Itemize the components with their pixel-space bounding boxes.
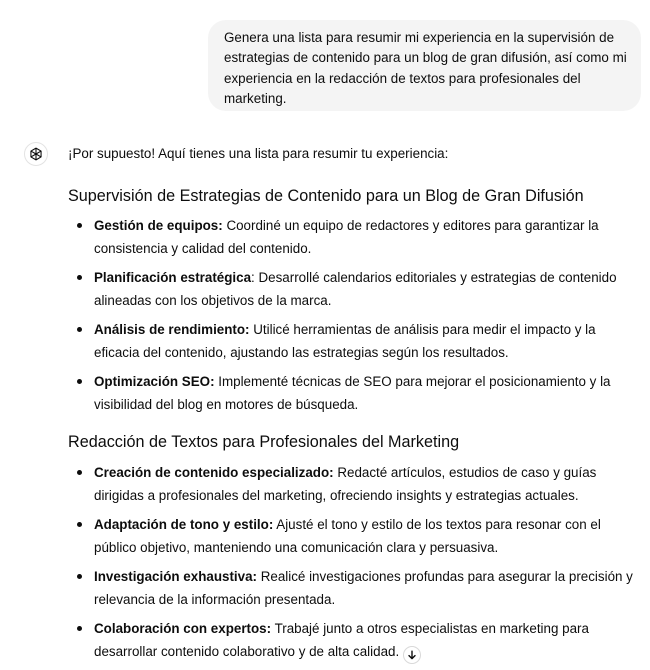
item-text: Trabajé junto a otros especialistas en marketing para desarrollar contenido colaborativo y de alta calidad. — [94, 621, 589, 659]
list-item — [68, 565, 643, 611]
item-lead: Análisis de rendimiento: — [94, 322, 250, 337]
writing-list — [68, 461, 643, 670]
reply-intro: ¡Por supuesto! Aquí tienes una lista para resumir tu experiencia: — [68, 146, 449, 161]
item-lead: Planificación estratégica — [94, 270, 252, 285]
list-item — [68, 266, 643, 312]
section-heading-writing: Redacción de Textos para Profesionales del Marketing — [68, 433, 460, 451]
user-message-text: Genera una lista para resumir mi experiencia en la supervisión de estrategias de contenido para un blog de gran difusión, así como mi experiencia en la redacción de textos para profesionales del marketing. — [224, 30, 627, 107]
item-lead: Adaptación de tono y estilo: — [94, 517, 274, 532]
openai-logo-icon — [24, 142, 48, 166]
list-item — [68, 513, 643, 559]
list-item — [68, 318, 643, 364]
list-item — [68, 617, 643, 664]
item-text: Coordiné un equipo de redactores y editores para garantizar la consistencia y calidad del contenido. — [94, 218, 599, 256]
section-heading-supervision: Supervisión de Estrategias de Contenido para un Blog de Gran Difusión — [68, 187, 584, 205]
item-text: Realicé investigaciones profundas para asegurar la precisión y relevancia de la información presentada. — [94, 569, 633, 607]
item-lead: Creación de contenido especializado: — [94, 465, 334, 480]
item-lead: Gestión de equipos: — [94, 218, 223, 233]
item-text: Redacté artículos, estudios de caso y guías dirigidas a profesionales del marketing, ofreciendo insights y estrategias actuales. — [94, 465, 597, 503]
item-text: Implementé técnicas de SEO para mejorar el posicionamiento y la visibilidad del blog en motores de búsqueda. — [94, 374, 611, 412]
item-lead: Investigación exhaustiva: — [94, 569, 257, 584]
arrow-down-icon[interactable] — [403, 646, 421, 664]
assistant-reply — [68, 144, 643, 659]
item-lead: Colaboración con expertos: — [94, 621, 272, 636]
list-item — [68, 214, 643, 260]
item-text: Ajusté el tono y estilo de los textos para resonar con el público objetivo, manteniendo una comunicación clara y persuasiva. — [94, 517, 601, 555]
item-text: : Desarrollé calendarios editoriales y estrategias de contenido alineadas con los objetivos de la marca. — [94, 270, 617, 308]
supervision-list — [68, 214, 643, 422]
item-lead: Optimización SEO: — [94, 374, 215, 389]
list-item — [68, 461, 643, 507]
item-text: Utilicé herramientas de análisis para medir el impacto y la eficacia del contenido, ajustando las estrategias según los resultados. — [94, 322, 596, 360]
list-item — [68, 370, 643, 416]
user-message-bubble — [208, 20, 641, 111]
